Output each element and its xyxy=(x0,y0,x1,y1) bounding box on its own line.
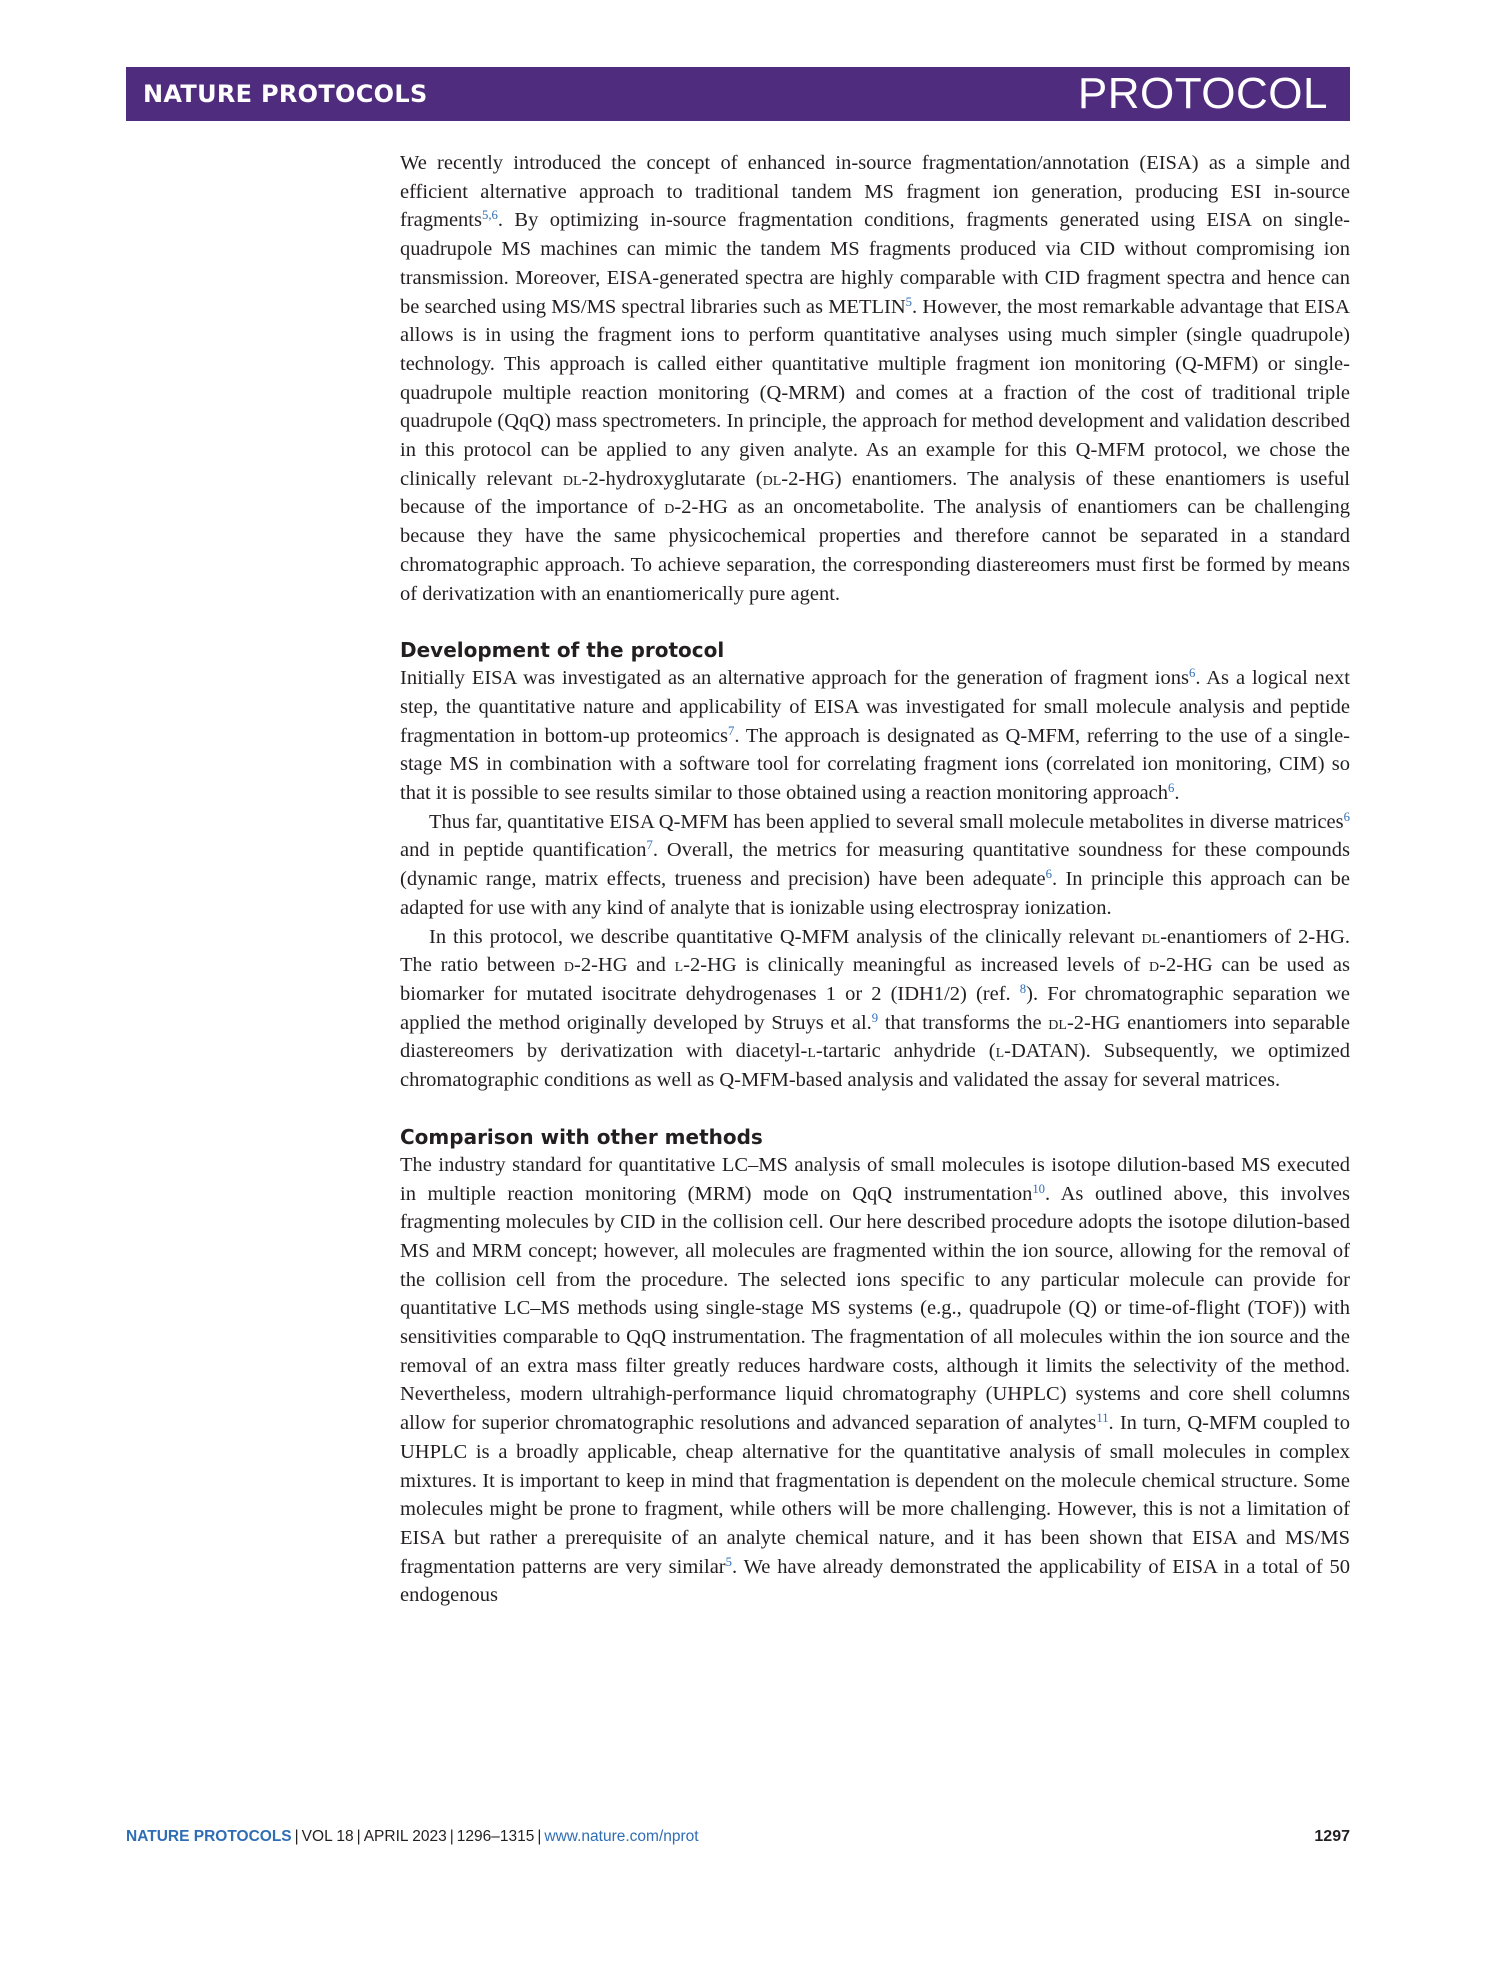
reference-link[interactable]: 5 xyxy=(905,294,912,309)
page-number: 1297 xyxy=(1314,1828,1350,1845)
development-paragraph-3: In this protocol, we describe quantitative Q-MFM analysis of the clinically relevant dl-enantiomers of 2-HG. The ratio between d-2-HG and l-2-HG is clinically meaningful as increased levels of d-2-HG can be used as biomarker for mutated isocitrate dehydrogenases 1 or 2 (IDH1/2) (ref. $^8$). For chromatographic separation we applied the method originally developed by Struys et al.$^9$ that transforms the dl-2-HG enantiomers into separable diastereomers by derivatization with diacetyl-l-tartaric anhydride (l-DATAN). Subsequently, we optimized chromatographic conditions as well as Q-MFM-based analysis and validated the assay for several matrices. xyxy=(400,925,1350,1092)
reference-link[interactable]: 6 xyxy=(1168,781,1175,796)
reference-link[interactable]: 11 xyxy=(1096,1411,1109,1426)
reference-link[interactable]: 6 xyxy=(1188,666,1196,681)
reference-link[interactable]: 9 xyxy=(871,1010,879,1025)
reference-link[interactable]: 5 xyxy=(725,1554,732,1569)
article-body xyxy=(400,149,1350,1610)
footer-volume: VOL 18 xyxy=(301,1828,354,1845)
reference-link[interactable]: 7 xyxy=(727,723,735,738)
footer-journal-url[interactable]: www.nature.com/nprot xyxy=(544,1828,699,1845)
footer-page-range: 1296–1315 xyxy=(456,1828,535,1845)
reference-link[interactable]: 5,6 xyxy=(481,208,498,223)
reference-link[interactable]: 6 xyxy=(1343,809,1350,824)
intro-paragraph: We recently introduced the concept of enhanced in-source fragmentation/annotation (EISA) as a simple and efficient alternative approach to traditional tandem MS fragment ion generation, producing ESI in-source fragments$^{5,6}$. By optimizing in-source fragmentation conditions, fragments generated using EISA on single-quadrupole MS machines can mimic the tandem MS fragments produced via CID without compromising ion transmission. Moreover, EISA-generated spectra are highly comparable with CID fragment spectra and hence can be searched using MS/MS spectral libraries such as METLIN$^5$. However, the most remarkable advantage that EISA allows is in using the fragment ions to perform quantitative analyses using much simpler (single quadrupole) technology. This approach is called either quantitative multiple fragment ion monitoring (Q-MFM) or single-quadrupole multiple reaction monitoring (Q-MRM) and comes at a fraction of the cost of traditional triple quadrupole (QqQ) mass spectrometers. In principle, the approach for method development and validation described in this protocol can be applied to any given analyte. As an example for this Q-MFM protocol, we chose the clinically relevant dl-2-hydroxyglutarate (dl-2-HG) enantiomers. The analysis of these enantiomers is useful because of the importance of d-2-HG as an oncometabolite. The analysis of enantiomers can be challenging because they have the same physicochemical properties and therefore cannot be separated in a standard chromatographic approach. To achieve separation, the corresponding diastereomers must first be formed by means of derivatization with an enantiomerically pure agent. xyxy=(400,152,1350,605)
section-heading-development: Development of the protocol xyxy=(400,638,725,663)
journal-name: NATURE PROTOCOLS xyxy=(143,80,428,108)
reference-link[interactable]: 8 xyxy=(1019,982,1027,996)
article-type-label: PROTOCOL xyxy=(1077,69,1328,118)
reference-link[interactable]: 7 xyxy=(646,838,653,853)
reference-link[interactable]: 6 xyxy=(1045,867,1052,882)
development-paragraph-2: Thus far, quantitative EISA Q-MFM has been applied to several small molecule metabolites in diverse matrices$^6$ and in peptide quantification$^7$. Overall, the metrics for measuring quantitative soundness for these compounds (dynamic range, matrix effects, trueness and precision) have been adequate$^6$. In principle this approach can be adapted for use with any kind of analyte that is ionizable using electrospray ionization. xyxy=(400,809,1350,919)
section-heading-comparison: Comparison with other methods xyxy=(400,1124,763,1149)
footer-date: APRIL 2023 xyxy=(363,1828,447,1845)
footer-journal-name: NATURE PROTOCOLS xyxy=(126,1828,292,1845)
journal-header-bar xyxy=(126,67,1350,121)
reference-link[interactable]: 10 xyxy=(1032,1181,1046,1196)
comparison-paragraph-1: The industry standard for quantitative LC–MS analysis of small molecules is isotope dilution-based MS executed in multiple reaction monitoring (MRM) mode on QqQ instrumentation$^{10}$. As outlined above, this involves fragmenting molecules by CID in the collision cell. Our here described procedure adopts the isotope dilution-based MS and MRM concept; however, all molecules are fragmented within the ion source, allowing for the removal of the collision cell from the procedure. The selected ions specific to any particular molecule can provide for quantitative LC–MS methods using single-stage MS systems (e.g., quadrupole (Q) or time-of-flight (TOF)) with sensitivities comparable to QqQ instrumentation. The fragmentation of all molecules within the ion source and the removal of an extra mass filter greatly reduces hardware costs, although it limits the selectivity of the method. Nevertheless, modern ultrahigh-performance liquid chromatography (UHPLC) systems and core shell columns allow for superior chromatographic resolutions and advanced separation of analytes$^{11}$. In turn, Q-MFM coupled to UHPLC is a broadly applicable, cheap alternative for the quantitative analysis of small molecules in complex mixtures. It is important to keep in mind that fragmentation is dependent on the molecule chemical structure. Some molecules might be prone to fragment, while others will be more challenging. However, this is not a limitation of EISA but rather a prerequisite of an analyte chemical nature, and it has been shown that EISA and MS/MS fragmentation patterns are very similar$^5$. We have already demonstrated the applicability of EISA in a total of 50 endogenous xyxy=(400,1153,1351,1607)
development-paragraph-1: Initially EISA was investigated as an alternative approach for the generation of fragment ions$^6$. As a logical next step, the quantitative nature and applicability of EISA was investigated for small molecule analysis and peptide fragmentation in bottom-up proteomics$^7$. The approach is designated as Q-MFM, referring to the use of a single-stage MS in combination with a software tool for correlating fragment ions (correlated ion monitoring, CIM) so that it is possible to see results similar to those obtained using a reaction monitoring approach$^6$. xyxy=(400,666,1350,805)
page-footer: NATURE PROTOCOLS | VOL 18 | APRIL 2023 | 1296–1315 | www.nature.com/nprot 1297 xyxy=(126,1828,1350,1845)
